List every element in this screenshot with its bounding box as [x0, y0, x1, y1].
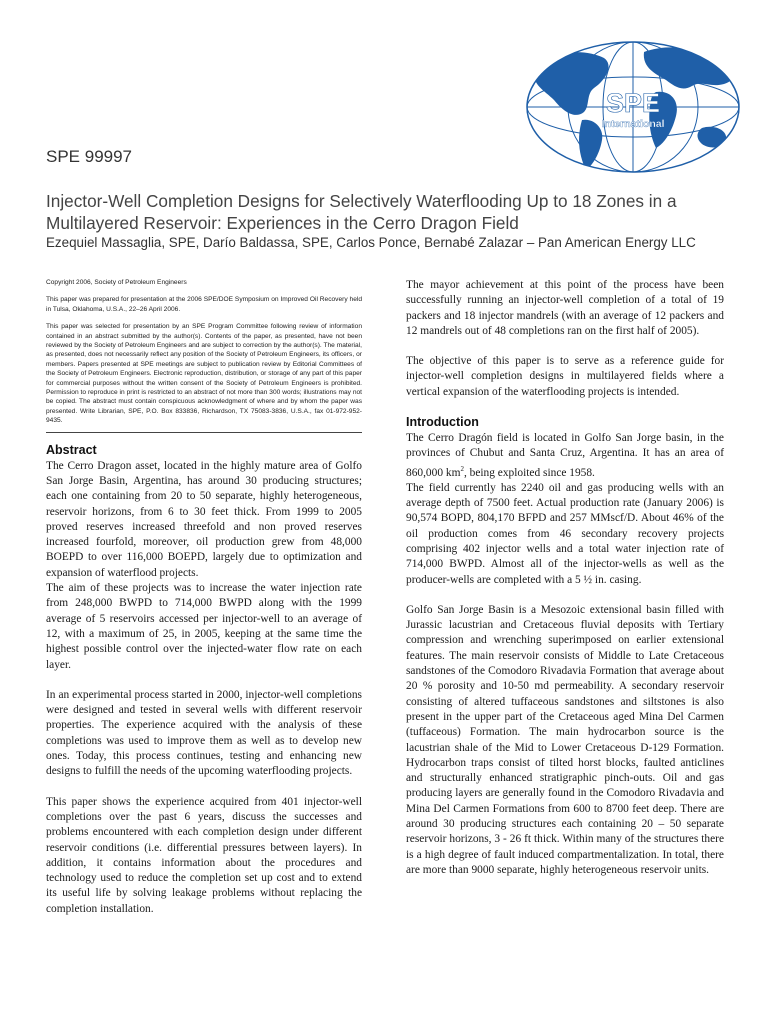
introduction-heading: Introduction [406, 415, 479, 430]
abstract-paragraph-4: This paper shows the experience acquired from 401 injector-well completions over the past 6 years, discuss the successes and problems encountered with each completion design under different reservoir conditions (i.e. differential pressures between layers). In addition, it contains information about the procedures and technology used to reduce the completion set up cost and to extend its useful life by solving leakage problems without replacing the completion installation. [46, 795, 362, 915]
divider [46, 432, 362, 433]
intro-p1-tail: , being exploited since 1958. [463, 466, 595, 479]
intro-paragraph-1 [406, 431, 724, 481]
logo-text-international: International [601, 118, 665, 130]
abstract-paragraph-3: In an experimental process started in 2000, injector-well completions were designed and tested in several wells with different reservoir properties. The experience acquired with the analysis of these completions was used to improve them as well as to develop new ones. Today, this process continues, testing and enhancing new designs to fulfill the needs of the upcoming waterflooding projects. [46, 688, 362, 778]
right-column [406, 278, 724, 893]
copyright-notice: This paper was selected for presentation by an SPE Program Committee following review of information contained in an abstract submitted by the author(s). Contents of the paper, as presented, have not been reviewed by the Society of Petroleum Engineers and are subject to correction by the author(s). The material, as presented, does not necessarily reflect any position of the Society of Petroleum Engineers, its officers, or members. Papers presented at SPE meetings are subject to publication review by Editorial Committees of the Society of Petroleum Engineers. Electronic reproduction, distribution, or storage of any part of this paper for commercial purposes without the written consent of the Society of Petroleum Engineers is prohibited. Permission to reproduce in print is restricted to an abstract of not more than 300 words; illustrations may not be copied. The abstract must contain conspicuous acknowledgment of where and by whom the paper was presented. Write Librarian, SPE, P.O. Box 833836, Richardson, TX 75083-3836, U.S.A., fax 01-972-952-9435. [46, 323, 362, 425]
globe-logo-graphic [524, 40, 742, 174]
intro-paragraph-2: The field currently has 2240 oil and gas producing wells with an average depth of 7500 feet. Actual production rate (January 2006) is 90,574 BOPD, 804,170 BFPD and 257 MMscf/D. About 46% of the oil production comes from 46 secondary recovery projects comprising 402 injector wells and a total water injection rate of 714,000 BWPD. Almost all of the injector-wells as well as the producer-wells are completed with a 5 ½ in. casing. [406, 481, 724, 586]
abstract-paragraph-2: The aim of these projects was to increase the water injection rate from 248,000 BWPD to 714,000 BWPD along with the 1999 average of 5 reservoirs accessed per injector-well to an average of 12, with a maximum of 25, in 2005, keeping at the same time the highest possible control over the injected-water flow rate on each layer. [46, 582, 362, 671]
abstract-paragraph-1: The Cerro Dragon asset, located in the highly mature area of Golfo San Jorge Basin, Argentina, has around 30 producing structures; each one containing from 20 to 50 separate, highly heterogeneous, reservoir horizons, from 6 to 30 feet thick. From 1999 to 2005 proved reserves increased threefold and non proved reserves increased fourfold, moreover, oil production grew from 48,000 BOEPD to over 116,000 BOEPD, largely due to optimization and expansion of waterflood projects. [46, 459, 362, 579]
left-column [46, 278, 362, 932]
intro-p1-text: The Cerro Dragón field is located in Golfo San Jorge basin, in the provinces of Chubut and Santa Cruz, Argentina. It has an area of 860,000 km [406, 432, 724, 479]
objective-paragraph: The objective of this paper is to serve as a reference guide for injector-well completion designs in multilayered fields where a vertical expansion of the waterflooding projects is intended. [406, 355, 724, 398]
spe-international-logo [524, 40, 742, 174]
paper-number: SPE 99997 [46, 147, 133, 166]
intro-paragraph-3: Golfo San Jorge Basin is a Mesozoic extensional basin filled with Jurassic lacustrian and Cretaceous fluvial deposits with Tertiary compression and wrenching superimposed on earlier extensional features. The main reservoir consists of Middle to Late Cretaceous sandstones of the Comodoro Rivadavia Formation that average about 20 % porosity and 10-50 md permeability. A secondary reservoir consisting of altered tuffaceous sandstones and siltstones is also present in the upper part of the Cretaceous aged Mina Del Carmen (tuffaceous) Formation. The main hydrocarbon source is the lacustrian shale of the Mid to Lower Cretaceous D-129 Formation. Hydrocarbon traps consist of tilted horst blocks, faulted anticlines and structurally enhanced stratigraphic pinch-outs. Oil and gas producing layers are generally found in the Comodoro Rivadavia and Mina Del Carmen Formations from 600 to 8700 feet deep. There are around 30 producing structures each containing 20 – 50 separate reservoir horizons, 3 - 26 ft thick. Within many of the structures there is a high degree of fault induced compartmentalization. In total, there are more than 9000 separate, highly heterogeneous reservoir units. [406, 603, 724, 876]
authors-line: Ezequiel Massaglia, SPE, Darío Baldassa, SPE, Carlos Ponce, Bernabé Zalazar – Pan American Energy LLC [46, 235, 696, 250]
abstract-heading: Abstract [46, 442, 97, 457]
achievement-paragraph: The mayor achievement at this point of the process have been successfully running an injector-well completion of a total of 19 packers and 18 injector mandrels (with an average of 12 packers and 12 mandrels out of 48 completions ran on the first half of 2005). [406, 279, 724, 337]
copyright-prepared: This paper was prepared for presentation at the 2006 SPE/DOE Symposium on Improved Oil Recovery held in Tulsa, Oklahoma, U.S.A., 22–26 April 2006. [46, 296, 362, 313]
superscript: 2 [460, 464, 464, 473]
logo-text-spe: SPE [605, 88, 661, 118]
copyright-line: Copyright 2006, Society of Petroleum Engineers [46, 279, 187, 286]
paper-title: Injector-Well Completion Designs for Selectively Waterflooding Up to 18 Zones in a Multilayered Reservoir: Experiences in the Cerro Dragon Field [46, 191, 677, 233]
